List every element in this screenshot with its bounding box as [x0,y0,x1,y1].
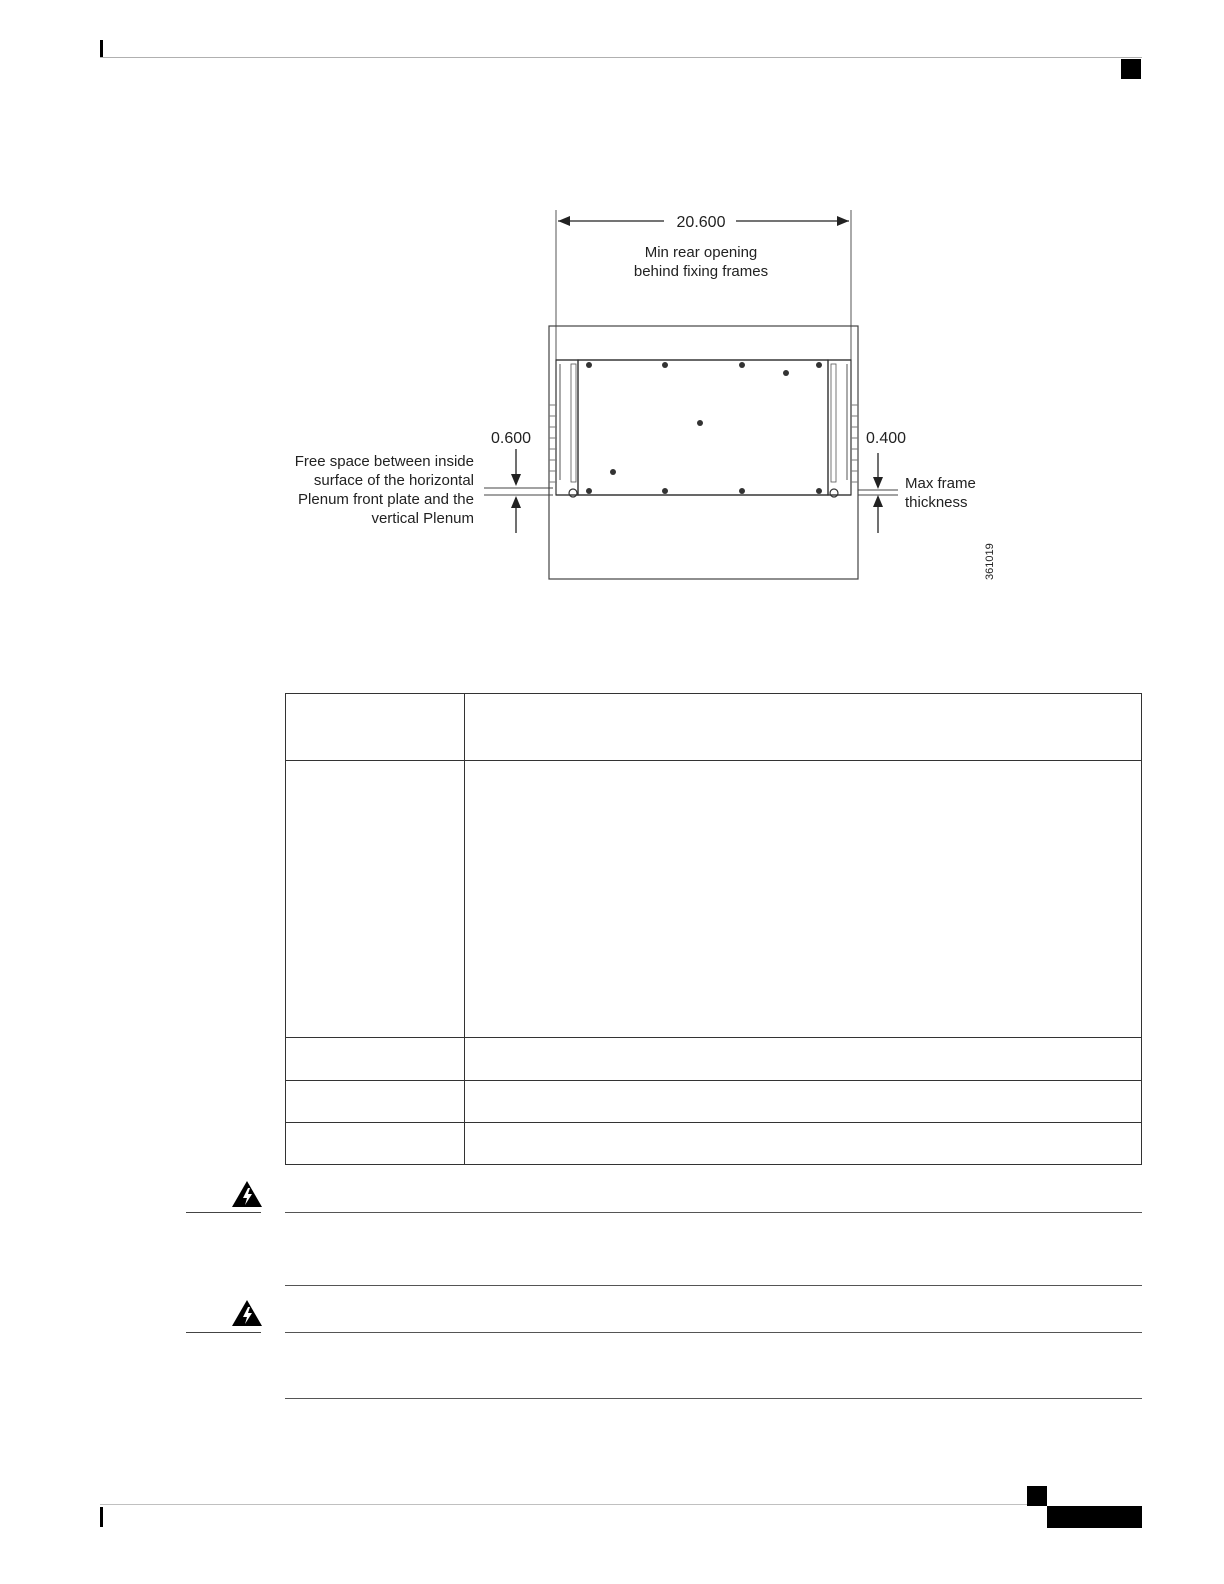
width-caption-line1: Min rear opening [644,244,758,261]
warning-rule-bottom [285,1398,1142,1399]
table-cell [286,761,465,1038]
width-caption-line2: behind fixing frames [633,263,769,280]
left-mounting-bracket [556,360,578,495]
warning-triangle-icon [231,1180,263,1208]
table-row [286,1081,1142,1123]
table-row [286,1038,1142,1081]
warning-rule-top [285,1212,1142,1213]
right-value-label: 0.400 [865,430,907,447]
warning-triangle-icon [231,1299,263,1327]
left-caption-line3: Plenum front plate and the [298,491,474,508]
table-cell [465,1081,1142,1123]
table-cell [286,694,465,761]
table-cell [465,761,1142,1038]
footer-page-tab [1027,1486,1047,1506]
table-row [286,761,1142,1038]
right-mounting-bracket [828,360,851,495]
width-label: 20.600 [676,214,726,231]
warning-rule-bottom [285,1285,1142,1286]
footer-rule [100,1504,1046,1505]
table-cell [465,1123,1142,1165]
left-value-label: 0.600 [490,430,532,447]
chassis-screws [586,362,822,494]
right-caption-line1: Max frame [905,475,976,492]
table-cell [465,694,1142,761]
figure-id-label: 361019 [984,543,996,580]
left-caption-line2: surface of the horizontal [313,472,474,489]
outer-rack-frame [549,326,858,579]
left-caption-line1: Free space between inside [294,453,474,470]
table-row [286,694,1142,761]
chassis-body [578,360,828,495]
right-caption-line2: thickness [905,494,968,511]
table-cell [286,1038,465,1081]
footer-page-number-bar [1047,1506,1142,1528]
warning-rule-top [285,1332,1142,1333]
footer-marker [100,1507,103,1527]
table-cell [286,1123,465,1165]
table-cell [286,1081,465,1123]
table-row [286,1123,1142,1165]
warning-rule-short [186,1212,261,1213]
right-frame-hatching [851,405,858,482]
rack-dimension-figure [0,0,1224,600]
table-cell [465,1038,1142,1081]
left-caption-line4: vertical Plenum [371,510,474,527]
spec-table [285,693,1142,1165]
warning-rule-short [186,1332,261,1333]
